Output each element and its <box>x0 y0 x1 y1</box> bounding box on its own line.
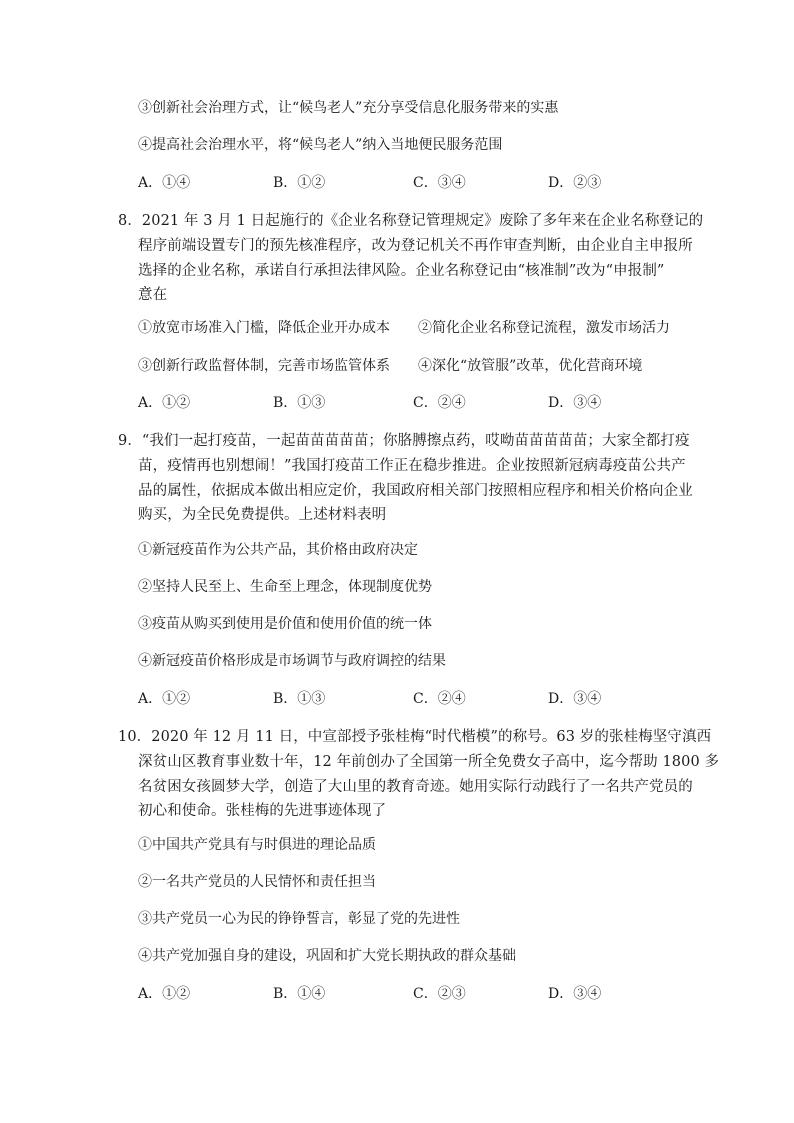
q9-stem-line-4: 购买，为全民免费提供。上述材料表明 <box>138 507 387 523</box>
q7-option-c: C．③④ <box>413 175 466 191</box>
q10-options <box>138 984 658 1004</box>
q9-stem-line-2: 苗，疫情再也别想闹！”我国打疫苗工作正在稳步推进。企业按照新冠病毒疫苗公共产 <box>138 458 686 474</box>
q10-statement-3: ③共产党员一心为民的铮铮誓言，彰显了党的先进性 <box>138 911 460 927</box>
q10-option-b: B．①④ <box>273 986 326 1002</box>
q8-option-d: D．③④ <box>548 395 602 411</box>
q8-stem-line-1: 8．2021 年 3 月 1 日起施行的《企业名称登记管理规定》废除了多年来在企业名称登记的 <box>118 213 704 229</box>
q8-statement-3: ③创新行政监督体制，完善市场监管体系 <box>138 358 390 374</box>
q9-statement-1: ①新冠疫苗作为公共产品，其价格由政府决定 <box>138 542 418 558</box>
q10-stem-line-1: 10．2020 年 12 月 11 日，中宣部授予张桂梅“时代楷模”的称号。63 岁的张桂梅坚守滇西 <box>118 729 712 745</box>
q7-option-a: A．①④ <box>138 175 191 191</box>
q8-statement-1: ①放宽市场准入门槛，降低企业开办成本 <box>138 320 390 336</box>
q10-stem-line-3: 名贫困女孩圆梦大学，创造了大山里的教育奇迹。她用实际行动践行了一名共产党员的 <box>138 779 693 795</box>
q8-option-b: B．①③ <box>273 395 326 411</box>
q8-statements-row-1 <box>138 318 698 338</box>
q9-option-a: A．①② <box>138 691 191 707</box>
q10-statement-4: ④共产党加强自身的建设，巩固和扩大党长期执政的群众基础 <box>138 948 516 964</box>
q7-option-d: D．②③ <box>548 175 602 191</box>
q10-statement-2: ②一名共产党员的人民情怀和责任担当 <box>138 874 376 890</box>
q9-options <box>138 689 658 709</box>
q8-stem-line-3: 选择的企业名称，承诺自行承担法律风险。企业名称登记由“核准制”改为“申报制” <box>138 263 665 279</box>
q8-options <box>138 393 658 413</box>
q8-stem-line-2: 程序前端设置专门的预先核准程序，改为登记机关不再作审查判断，由企业自主申报所 <box>138 238 693 254</box>
q9-statement-4: ④新冠疫苗价格形成是市场调节与政府调控的结果 <box>138 653 446 669</box>
q8-statement-2: ②简化企业名称登记流程，激发市场活力 <box>418 320 670 336</box>
q8-option-a: A．①② <box>138 395 191 411</box>
q10-statement-1: ①中国共产党具有与时俱进的理论品质 <box>138 837 376 853</box>
q7-option-b: B．①② <box>273 175 326 191</box>
q7-options <box>138 173 658 193</box>
q8-stem-line-4: 意在 <box>138 287 168 303</box>
q9-statement-2: ②坚持人民至上、生命至上理念，体现制度优势 <box>138 579 432 595</box>
q8-option-c: C．②④ <box>413 395 466 411</box>
q10-option-c: C．②③ <box>413 986 466 1002</box>
q8-statement-4: ④深化“放管服”改革，优化营商环境 <box>418 358 643 374</box>
q10-option-a: A．①② <box>138 986 191 1002</box>
q9-statement-3: ③疫苗从购买到使用是价值和使用价值的统一体 <box>138 616 432 632</box>
q9-option-c: C．②④ <box>413 691 466 707</box>
q8-statements-row-2 <box>138 356 698 376</box>
q9-stem-line-1: 9．“我们一起打疫苗，一起苗苗苗苗苗；你胳膊擦点药，哎呦苗苗苗苗苗；大家全都打疫 <box>118 433 690 449</box>
q10-stem-line-2: 深贫山区教育事业数十年，12 年前创办了全国第一所全免费女子高中，迄今帮助 1800 多 <box>138 754 720 770</box>
q9-option-d: D．③④ <box>548 691 602 707</box>
q10-stem-line-4: 初心和使命。张桂梅的先进事迹体现了 <box>138 803 387 819</box>
q9-stem-line-3: 品的属性，依据成本做出相应定价，我国政府相关部门按照相应程序和相关价格向企业 <box>138 483 693 499</box>
q9-option-b: B．①③ <box>273 691 326 707</box>
q7-statement-3: ③创新社会治理方式，让“候鸟老人”充分享受信息化服务带来的实惠 <box>138 100 559 116</box>
q7-statement-4: ④提高社会治理水平，将“候鸟老人”纳入当地便民服务范围 <box>138 137 503 153</box>
q10-option-d: D．③④ <box>548 986 602 1002</box>
